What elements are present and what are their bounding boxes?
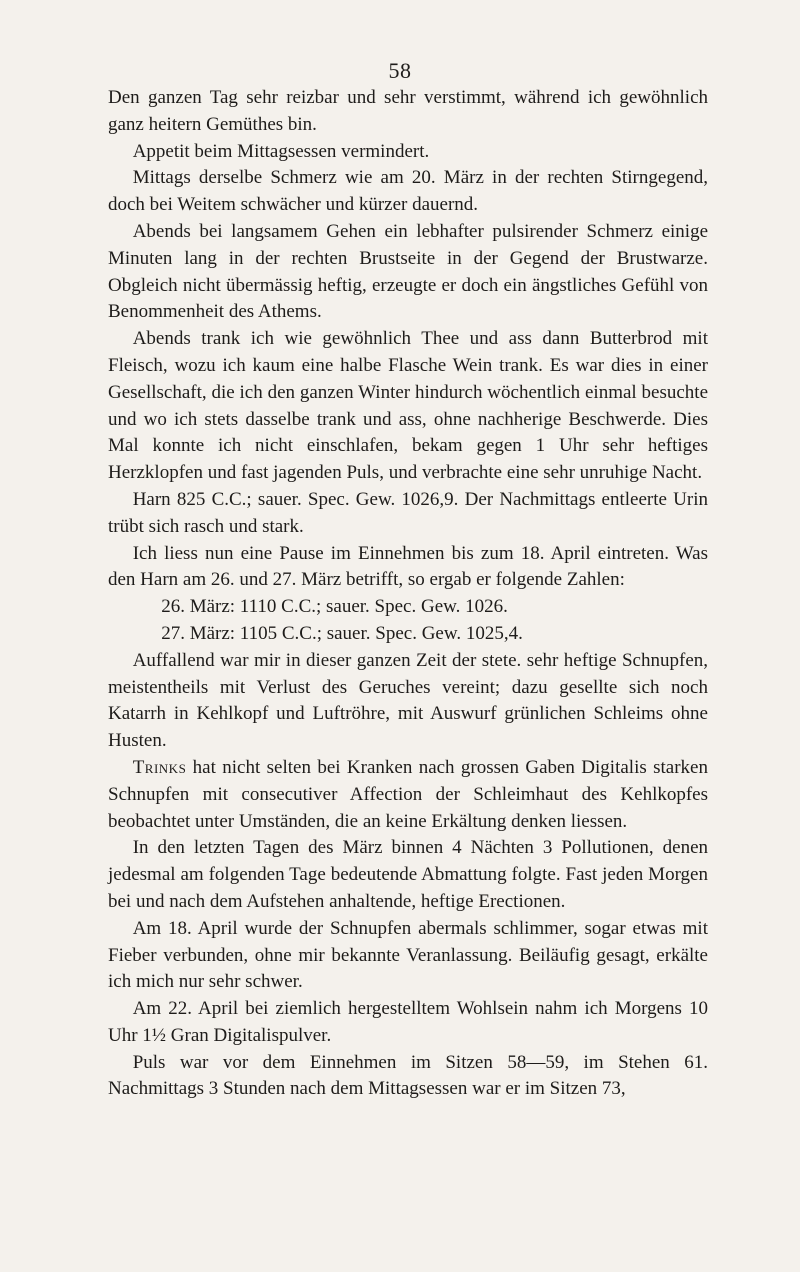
body-text [108,85,708,1103]
paragraph: Harn 825 C.C.; sauer. Spec. Gew. 1026,9. Der Nachmittags entleerte Urin trübt sich rasch und stark. [108,488,708,537]
paragraph: Abends bei langsamem Gehen ein lebhafter pulsirender Schmerz einige Minuten lang in der rechten Brustseite in der Gegend der Brustwarze. Obgleich nicht übermässig heftig, erzeugte er doch ein ängstliches Gefühl von Benommenheit des Athems. [108,220,708,323]
paragraph: Ich liess nun eine Pause im Einnehmen bis zum 18. April eintreten. Was den Harn am 26. und 27. März betrifft, so ergab er folgende Zahlen: [108,542,708,591]
paragraph: Auffallend war mir in dieser ganzen Zeit der stete. sehr heftige Schnupfen, meistentheils mit Verlust des Geruches vereint; dazu gesellte sich noch Katarrh in Kehlkopf und Luftröhre, mit Auswurf grünlichen Schleims ohne Husten. [108,649,708,752]
paragraph: Den ganzen Tag sehr reizbar und sehr verstimmt, während ich gewöhnlich ganz heitern Gemüthes bin. [108,87,708,135]
paragraph: Abends trank ich wie gewöhnlich Thee und ass dann Butterbrod mit Fleisch, wozu ich kaum eine halbe Flasche Wein trank. Es war dies in einer Gesellschaft, die ich den ganzen Winter hindurch wöchentlich einmal besuchte und wo ich stets dasselbe trank und ass, ohne nachherige Beschwerde. Dies Mal konnte ich nicht einschlafen, bekam gegen 1 Uhr sehr heftiges Herzklopfen und fast jagenden Puls, und verbrachte eine sehr unruhige Nacht. [108,328,708,484]
paragraph: In den letzten Tagen des März binnen 4 Nächten 3 Pollutionen, denen jedesmal am folgenden Tage bedeutende Abmattung folgte. Fast jeden Morgen bei und nach dem Aufstehen anhaltende, heftige Erectionen. [108,837,708,912]
urine-data-row: 26. März: 1110 C.C.; sauer. Spec. Gew. 1026. [161,596,508,618]
page-number: 58 [388,58,412,83]
paragraph: Mittags derselbe Schmerz wie am 20. März in der rechten Stirngegend, doch bei Weitem schwächer und kürzer dauernd. [108,167,708,216]
paragraph: Am 22. April bei ziemlich hergestelltem Wohlsein nahm ich Morgens 10 Uhr 1½ Gran Digitalispulver. [108,998,708,1046]
urine-data-row: 27. März: 1105 C.C.; sauer. Spec. Gew. 1025,4. [161,622,523,644]
paragraph: Puls war vor dem Einnehmen im Sitzen 58—59, im Stehen 61. Nachmittags 3 Stunden nach dem Mittagsessen war er im Sitzen 73, [108,1051,708,1100]
paragraph [108,755,708,835]
author-name: Trinks [132,756,187,778]
paragraph: Am 18. April wurde der Schnupfen abermals schlimmer, sogar etwas mit Fieber verbunden, ohne mir bekannte Veranlassung. Beiläufig gesagt, erkälte ich mich nur sehr schwer. [108,917,708,993]
paragraph: Appetit beim Mittagsessen vermindert. [132,140,430,162]
paragraph-text: hat nicht selten bei Kranken nach grossen Gaben Digitalis starken Schnupfen mit consecutiver Affection der Schleimhaut des Kehlkopfes beobachtet unter Umständen, die an keine Erkältung denken liessen. [108,756,708,832]
